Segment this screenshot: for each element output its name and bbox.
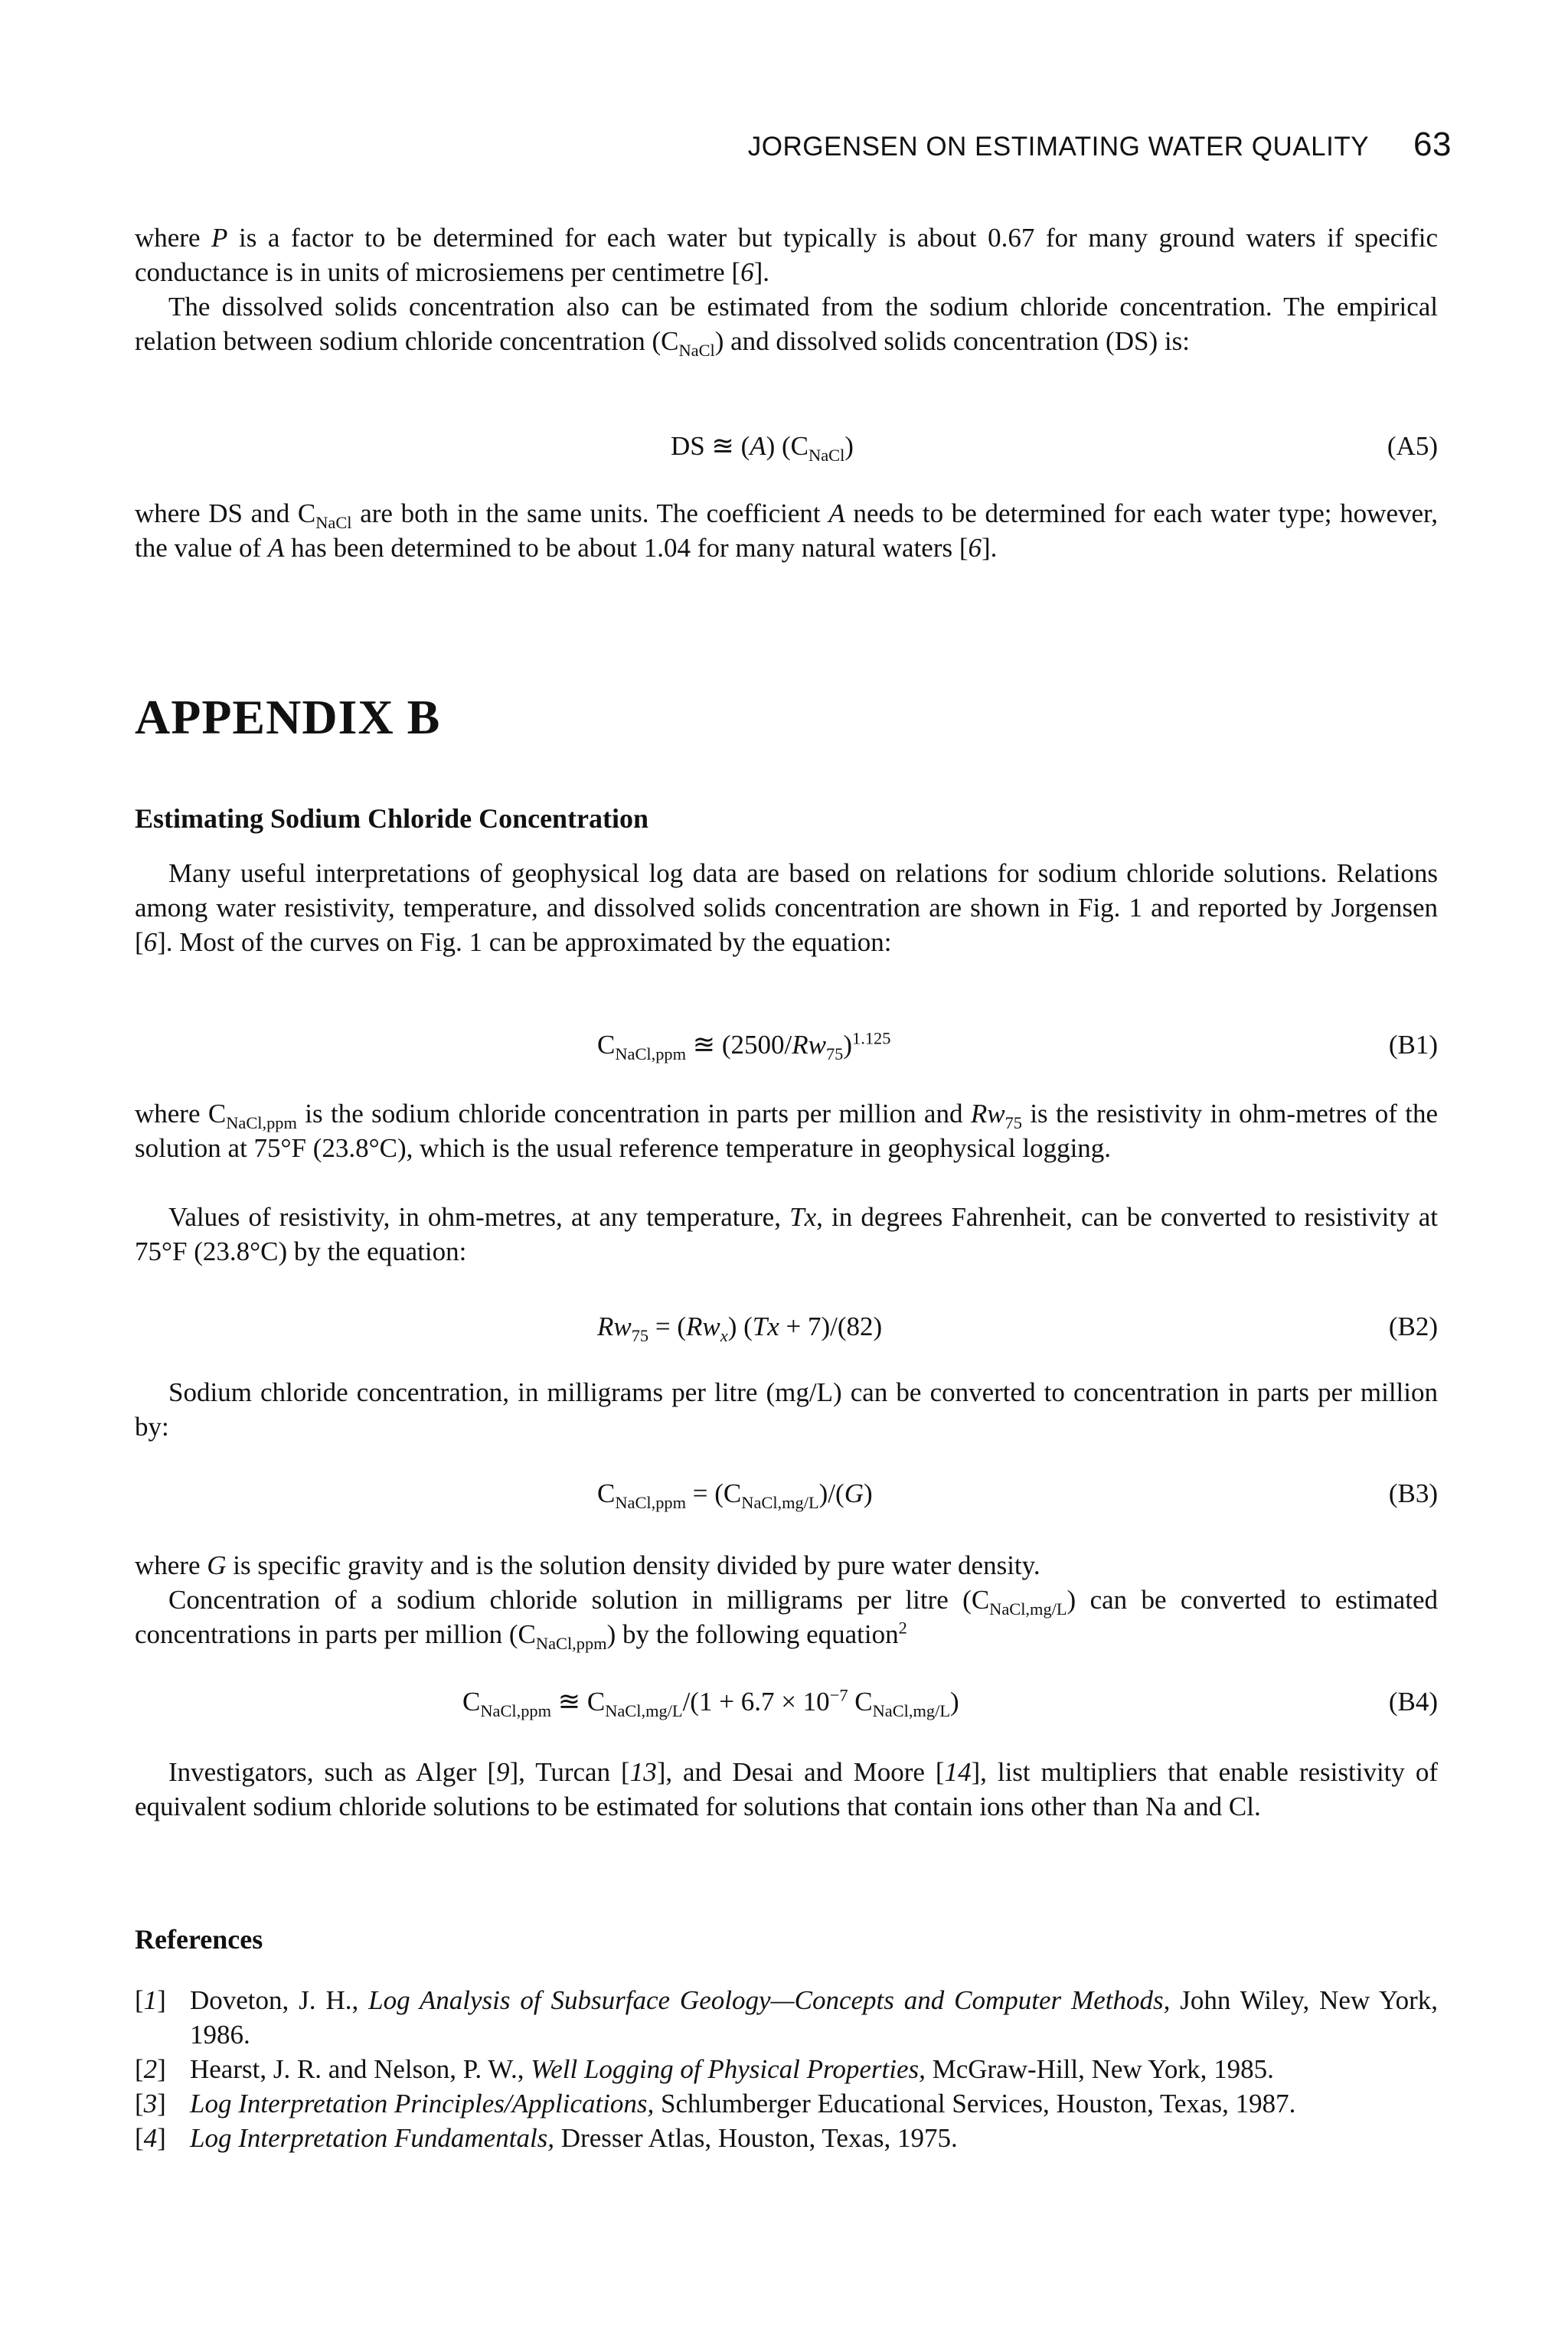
reference-title: Log Interpretation Fundamentals,	[190, 2123, 555, 2153]
reference-publisher: Dresser Atlas, Houston, Texas, 1975.	[554, 2123, 958, 2153]
paragraph-specific-gravity: where G is specific gravity and is the solution density divided by pure water density.	[135, 1550, 1040, 1580]
running-head-title: JORGENSEN ON ESTIMATING WATER QUALITY	[747, 132, 1370, 162]
reference-publisher: McGraw-Hill, New York, 1985.	[925, 2054, 1274, 2084]
reference-item	[135, 2086, 1438, 2121]
equation-b4: $C_{NaCl,ppm}$ ≊ $C_{NaCl,mg/L}/(1 + 6.7 \times 10^{-7}$ $C_{NaCl,mg/L}$) (B4)	[135, 1683, 1438, 1721]
equation-number: (B3)	[1388, 1478, 1438, 1508]
running-head	[135, 126, 1452, 164]
reference-item	[135, 2052, 1438, 2086]
reference-item	[135, 2121, 1438, 2155]
equation-number: (B2)	[1388, 1312, 1438, 1341]
reference-number: [2]	[135, 2054, 166, 2084]
equation-b3: $C_{NaCl,ppm} = (C_{NaCl,mg/L})/(G)$ (B3)	[135, 1475, 1438, 1513]
references-heading: References	[135, 1924, 263, 1955]
paragraph-interpretations: Many useful interpretations of geophysical log data are based on relations for sodium chloride solutions. Relations among water resistivity, temperature, and dissolved solids concentration are shown in Fig. 1 and reported by Jorgensen [6]. Most of the curves on Fig. 1 can be approximated by the equation:	[135, 858, 1438, 957]
paragraph-b1-definition: where $C_{NaCl,ppm}$ is the sodium chloride concentration in parts per million and $Rw_{75}$ is the resistivity in ohm-metres of the solution at 75°F (23.8°C), which is the usual reference temperature in geophysical logging.	[135, 1099, 1438, 1163]
equation-number: (B1)	[1388, 1030, 1438, 1060]
appendix-subtitle: Estimating Sodium Chloride Concentration	[135, 803, 649, 834]
references-list	[135, 1983, 1438, 2155]
paragraph-investigators: Investigators, such as Alger [9], Turcan [13], and Desai and Moore [14], list multipliers that enable resistivity of equivalent sodium chloride solutions to be estimated for solutions that contain ions other than Na and Cl.	[135, 1757, 1438, 1821]
paragraph-dissolved-solids: The dissolved solids concentration also can be estimated from the sodium chloride concentration. The empirical relation between sodium chloride concentration $(C_{NaCl})$ and dissolved solids concentration (DS) is:	[135, 292, 1438, 360]
paragraph-mg-to-ppm: Sodium chloride concentration, in milligrams per litre (mg/L) can be converted to concentration in parts per million by:	[135, 1377, 1438, 1442]
equation-number: (B4)	[1388, 1687, 1438, 1717]
paragraph-coefficient-a: where DS and $C_{NaCl}$ are both in the same units. The coefficient A needs to be determined for each water type; however, the value of A has been determined to be about 1.04 for many natural waters [6].	[135, 498, 1439, 563]
equation-number: (A5)	[1387, 431, 1438, 461]
page-number: 63	[1413, 126, 1452, 163]
reference-title: Log Analysis of Subsurface Geology—Concepts and Computer Methods,	[368, 1985, 1171, 2015]
reference-number: [1]	[135, 1985, 166, 2015]
equation-b2: $Rw_{75} = (Rw_x) (Tx + 7)/(82)$ (B2)	[135, 1308, 1438, 1346]
reference-publisher: Schlumberger Educational Services, Houston, Texas, 1987.	[654, 2089, 1296, 2118]
paragraph-resistivity-conversion: Values of resistivity, in ohm-metres, at any temperature, Tx, in degrees Fahrenheit, can be converted to resistivity at 75°F (23.8°C) by the equation:	[135, 1202, 1438, 1266]
equation-b1: $C_{NaCl,ppm}$ ≊ $(2500/Rw_{75})^{1.125}$ (B1)	[135, 1026, 1438, 1064]
paragraph-p-factor: where P is a factor to be determined for each water but typically is about 0.67 for many ground waters if specific conductance is in units of microsiemens per centimetre [6].	[135, 223, 1438, 287]
reference-number: [4]	[135, 2123, 166, 2153]
equation-a5: DS ≊ (A) $(C_{NaCl})$ (A5)	[135, 427, 1438, 466]
reference-author: Hearst, J. R. and Nelson, P. W.,	[190, 2054, 531, 2084]
reference-item	[135, 1983, 1438, 2052]
reference-title: Log Interpretation Principles/Applications,	[190, 2089, 655, 2118]
reference-author: Doveton, J. H.,	[190, 1985, 369, 2015]
reference-number: [3]	[135, 2089, 166, 2118]
paragraph-concentration-conversion: Concentration of a sodium chloride solution in milligrams per litre $(C_{NaCl,mg/L})$ can be converted to estimated concentrations in parts per million $(C_{NaCl,ppm})$ by the following equation$^2$	[135, 1585, 1438, 1653]
reference-title: Well Logging of Physical Properties,	[531, 2054, 926, 2084]
appendix-title: APPENDIX B	[135, 690, 441, 744]
reference-publisher: John Wiley, New York, 1986.	[190, 1985, 1438, 2050]
